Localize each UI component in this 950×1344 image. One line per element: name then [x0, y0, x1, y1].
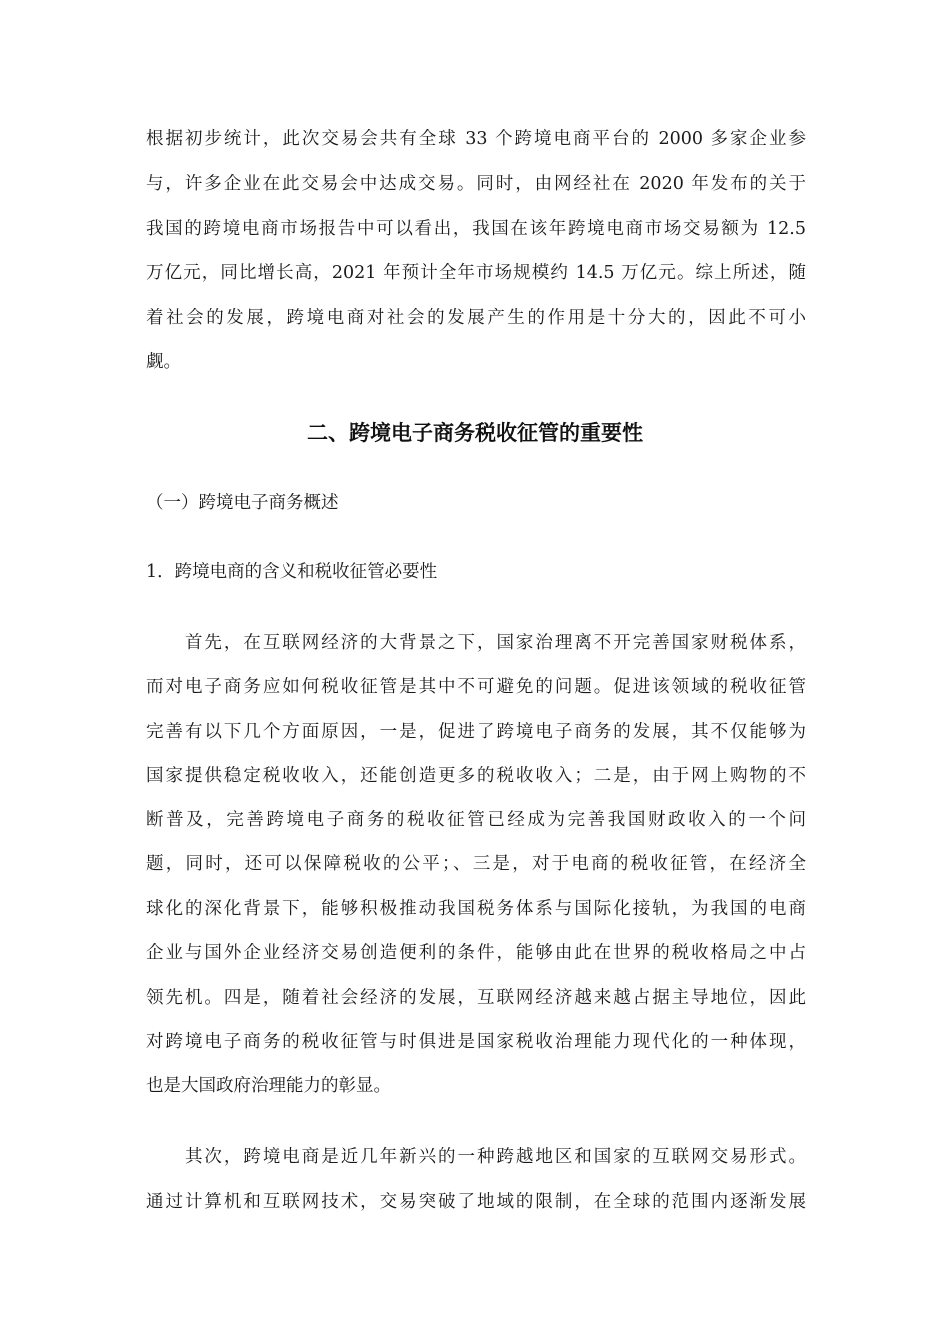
- paragraph-line: 而对电子商务应如何税收征管是其中不可避免的问题。促进该领域的税收征管: [146, 677, 806, 697]
- paragraph-line: 领先机。四是，随着社会经济的发展，互联网经济越来越占据主导地位，因此: [146, 988, 806, 1008]
- section-heading: 二、跨境电子商务税收征管的重要性: [307, 421, 643, 445]
- subsection-heading: （一）跨境电子商务概述: [146, 493, 339, 513]
- paragraph-line: 球化的深化背景下，能够积极推动我国税务体系与国际化接轨，为我国的电商: [146, 899, 806, 919]
- paragraph-line: 万亿元，同比增长高，2021 年预计全年市场规模约 14.5 万亿元。综上所述，随: [146, 263, 806, 283]
- subsubsection-heading: 1．跨境电商的含义和税收征管必要性: [146, 562, 438, 582]
- paragraph-line: 根据初步统计，此次交易会共有全球 33 个跨境电商平台的 2000 多家企业参: [146, 129, 806, 149]
- paragraph-line: 其次，跨境电商是近几年新兴的一种跨越地区和国家的互联网交易形式。: [146, 1147, 806, 1167]
- paragraph-line: 完善有以下几个方面原因，一是，促进了跨境电子商务的发展，其不仅能够为: [146, 722, 806, 742]
- paragraph-line: 觑。: [146, 352, 181, 372]
- paragraph-line: 着社会的发展，跨境电商对社会的发展产生的作用是十分大的，因此不可小: [146, 308, 806, 328]
- paragraph-line: 我国的跨境电商市场报告中可以看出，我国在该年跨境电商市场交易额为 12.5: [146, 219, 806, 239]
- paragraph-line: 题，同时，还可以保障税收的公平；、三是，对于电商的税收征管，在经济全: [146, 854, 806, 874]
- paragraph-line: 断普及，完善跨境电子商务的税收征管已经成为完善我国财政收入的一个问: [146, 810, 806, 830]
- paragraph-line: 与，许多企业在此交易会中达成交易。同时，由网经社在 2020 年发布的关于: [146, 174, 806, 194]
- paragraph-line: 国家提供稳定税收收入，还能创造更多的税收收入；二是，由于网上购物的不: [146, 766, 806, 786]
- paragraph-line: 企业与国外企业经济交易创造便利的条件，能够由此在世界的税收格局之中占: [146, 943, 806, 963]
- paragraph-line: 首先，在互联网经济的大背景之下，国家治理离不开完善国家财税体系，: [146, 633, 806, 653]
- paragraph-line: 对跨境电子商务的税收征管与时俱进是国家税收治理能力现代化的一种体现，: [146, 1032, 806, 1052]
- paragraph-line: 也是大国政府治理能力的彰显。: [146, 1076, 391, 1096]
- paragraph-line: 通过计算机和互联网技术，交易突破了地域的限制，在全球的范围内逐渐发展: [146, 1192, 806, 1212]
